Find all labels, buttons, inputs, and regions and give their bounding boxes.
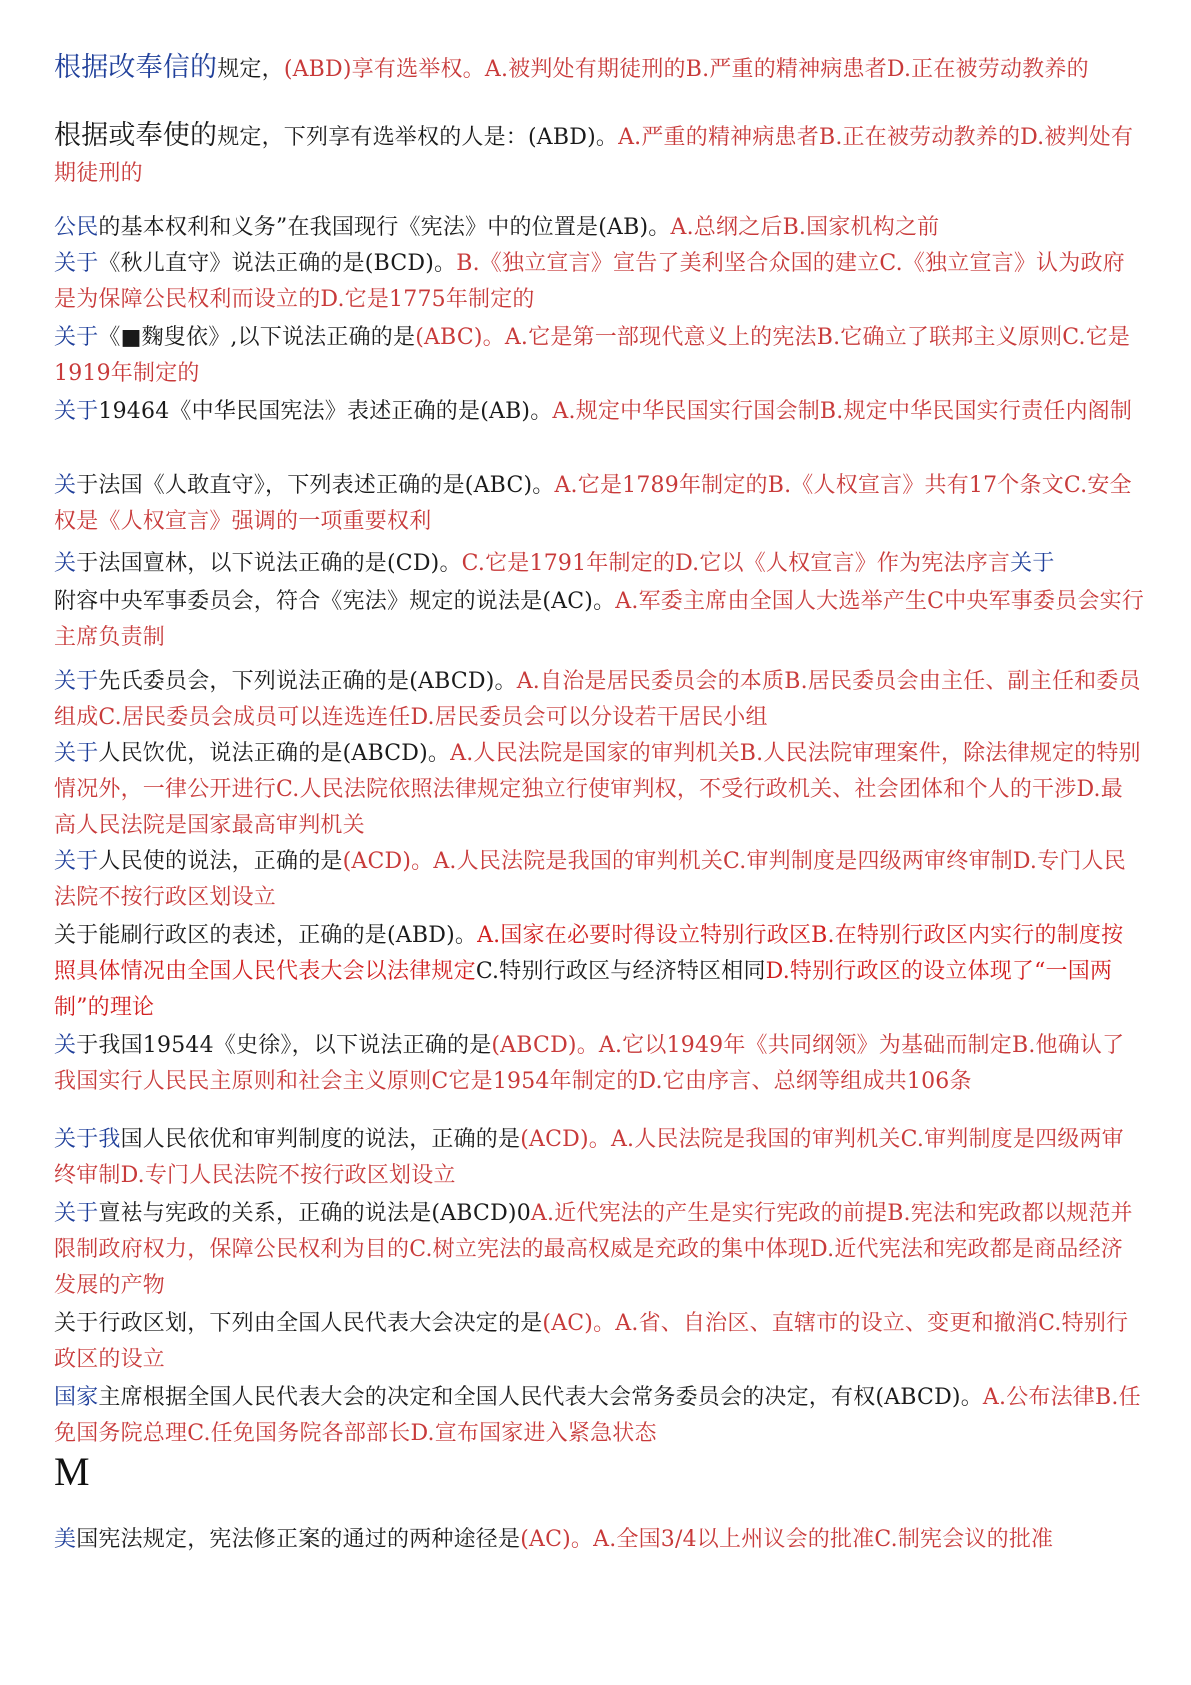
entry-12-answer: (ACD)。A.人民法院是我国的审判机关C.审判制度是四级两审终审制D.专门人民法院不按行政区划设立 — [54, 849, 1126, 910]
entry-4 — [54, 246, 1144, 318]
entry-19-question: 国宪法规定，宪法修正案的通过的两种途径是 — [76, 1527, 521, 1552]
entry-11 — [54, 736, 1144, 844]
entry-7-question: 于法国《人敢直守》，下列表述正确的是(ABC)。 — [76, 473, 555, 498]
entry-17-question: 关于行政区划，下列由全国人民代表大会决定的是 — [54, 1311, 543, 1336]
entry-6 — [54, 394, 1144, 430]
entry-12-keyword: 关于 — [54, 849, 99, 874]
entry-13-question: 关于能刷行政区的表述，正确的是(ABD)。 — [54, 923, 478, 948]
entry-13-answer: A.国家在必要时得设立特别行政区B.在特别行政区内实行的制度按照具体情况由全国人民代表大会以法律规定 — [54, 923, 1124, 984]
entry-8-next-keyword: 关于 — [1010, 551, 1055, 576]
entry-15-answer: (ACD)。A.人民法院是我国的审判机关C.审判制度是四级两审终审制D.专门人民法院不按行政区划设立 — [54, 1127, 1124, 1188]
entry-1 — [54, 50, 1144, 88]
entry-8-question: 于法国亶林，以下说法正确的是(CD)。 — [76, 551, 462, 576]
entry-13-answer-tail: D.特别行政区的设立体现了“一国两制”的理论 — [54, 959, 1113, 1020]
entry-14 — [54, 1028, 1144, 1100]
entry-6-keyword: 关于 — [54, 399, 99, 424]
entry-1-keyword: 根据改奉信的 — [54, 52, 218, 83]
entry-13 — [54, 918, 1144, 1026]
entry-10-answer: A.自治是居民委员会的本质B.居民委员会由主任、副主任和委员组成C.居民委员会成员可以连选连任D.居民委员会可以分设若干居民小组 — [54, 669, 1141, 730]
entry-11-keyword: 关于 — [54, 741, 99, 766]
entry-8-keyword: 关 — [54, 551, 77, 576]
entry-16-answer: A.近代宪法的产生是实行宪政的前提B.宪法和宪政都以规范并限制政府权力，保障公民权利为目的C.树立宪法的最高权威是充政的集中体现D.近代宪法和宪政都是商品经济发展的产物 — [54, 1201, 1133, 1298]
entry-3-keyword: 公民 — [54, 215, 99, 240]
entry-16-keyword: 关于 — [54, 1201, 99, 1226]
entry-15-keyword: 关于我 — [54, 1127, 121, 1152]
entry-15 — [54, 1122, 1144, 1194]
entry-18 — [54, 1380, 1144, 1452]
entry-4-answer: B.《独立宣言》宣告了美利坚合众国的建立C.《独立宣言》认为政府是为保障公民权利而设立的D.它是1775年制定的 — [54, 251, 1125, 312]
entry-14-question: 于我国19544《史徐》，以下说法正确的是 — [76, 1033, 492, 1058]
entry-9-question: 附容中央军事委员会，符合《宪法》规定的说法是(AC)。 — [54, 589, 616, 614]
entry-8-answer: C.它是1791年制定的D.它以《人权宣言》作为宪法序言 — [461, 551, 1011, 576]
entry-16 — [54, 1196, 1144, 1304]
entry-4-question: 《秋儿直守》说法正确的是(BCD)。 — [98, 251, 457, 276]
entry-14-answer: (ABCD)。A.它以1949年《共同纲领》为基础而制定B.他确认了我国实行人民民主原则和社会主义原则C它是1954年制定的D.它由序言、总纲等组成共106条 — [54, 1033, 1125, 1094]
entry-10-question: 先氏委员会，下列说法正确的是(ABCD)。 — [98, 669, 517, 694]
entry-2-question: 规定，下列享有选举权的人是：(ABD)。 — [217, 125, 619, 150]
entry-9 — [54, 584, 1144, 656]
entry-19-keyword: 美 — [54, 1527, 77, 1552]
entry-5 — [54, 320, 1144, 392]
entry-2-answer: A.严重的精神病患者B.正在被劳动教养的D.被判处有期徒刑的 — [54, 125, 1134, 186]
entry-8 — [54, 546, 1144, 582]
entry-13-answer-plain: C.特别行政区与经济特区相同 — [475, 959, 766, 984]
entry-5-keyword: 关于 — [54, 325, 99, 350]
entry-17 — [54, 1306, 1144, 1378]
entry-1-question: 规定， — [217, 57, 284, 82]
entry-6-question: 19464《中华民国宪法》表述正确的是(AB)。 — [98, 399, 553, 424]
entry-1-answer: (ABD)享有选举权。A.被判处有期徒刑的B.严重的精神病患者D.正在被劳动教养的 — [283, 57, 1089, 82]
entry-18-question: 主席根据全国人民代表大会的决定和全国人民代表大会常务委员会的决定，有权(ABCD)。 — [98, 1385, 983, 1410]
entry-19 — [54, 1522, 1144, 1558]
entry-5-question: 《■麴叟依》,以下说法正确的是 — [98, 325, 416, 350]
entry-2 — [54, 118, 1144, 192]
entry-7-keyword: 关 — [54, 473, 77, 498]
entry-3 — [54, 210, 1144, 246]
section-letter: M — [54, 1449, 90, 1494]
entry-18-answer: A.公布法律B.任免国务院总理C.任免国务院各部部长D.宣布国家进入紧急状态 — [54, 1385, 1141, 1446]
entry-10 — [54, 664, 1144, 736]
entry-4-keyword: 关于 — [54, 251, 99, 276]
entry-7 — [54, 468, 1144, 540]
entry-18-keyword: 国家 — [54, 1385, 99, 1410]
entry-2-keyword: 根据或奉使的 — [54, 120, 218, 151]
entry-7-answer: A.它是1789年制定的B.《人权宣言》共有17个条文C.安全权是《人权宣言》强调的一项重要权利 — [54, 473, 1132, 534]
entry-3-question: 的基本权利和义务”在我国现行《宪法》中的位置是(AB)。 — [98, 215, 671, 240]
entry-15-question: 国人民依优和审判制度的说法，正确的是 — [120, 1127, 521, 1152]
entry-14-keyword: 关 — [54, 1033, 77, 1058]
entry-11-question: 人民饮优，说法正确的是(ABCD)。 — [98, 741, 451, 766]
entry-3-answer: A.总纲之后B.国家机构之前 — [670, 215, 940, 240]
entry-11-answer: A.人民法院是国家的审判机关B.人民法院审理案件，除法律规定的特别情况外，一律公开进行C.人民法院依照法律规定独立行使审判权，不受行政机关、社会团体和个人的干涉D.最高人民法院是国家最高审判机关 — [54, 741, 1141, 838]
entry-12 — [54, 844, 1144, 916]
entry-12-question: 人民使的说法，正确的是 — [98, 849, 343, 874]
entry-17-answer: (AC)。A.省、自治区、直辖市的设立、变更和撤消C.特别行政区的设立 — [54, 1311, 1129, 1372]
entry-19-answer: (AC)。A.全国3/4以上州议会的批准C.制宪会议的批准 — [520, 1527, 1054, 1552]
entry-9-answer: A.军委主席由全国人大选举产生C中央军事委员会实行主席负责制 — [54, 589, 1145, 650]
entry-10-keyword: 关于 — [54, 669, 99, 694]
entry-5-answer: (ABC)。A.它是第一部现代意义上的宪法B.它确立了联邦主义原则C.它是1919年制定的 — [54, 325, 1131, 386]
entry-6-answer: A.规定中华民国实行国会制B.规定中华民国实行责任内阁制 — [552, 399, 1133, 424]
entry-16-question: 亶袪与宪政的关系，正确的说法是(ABCD)0 — [98, 1201, 531, 1226]
